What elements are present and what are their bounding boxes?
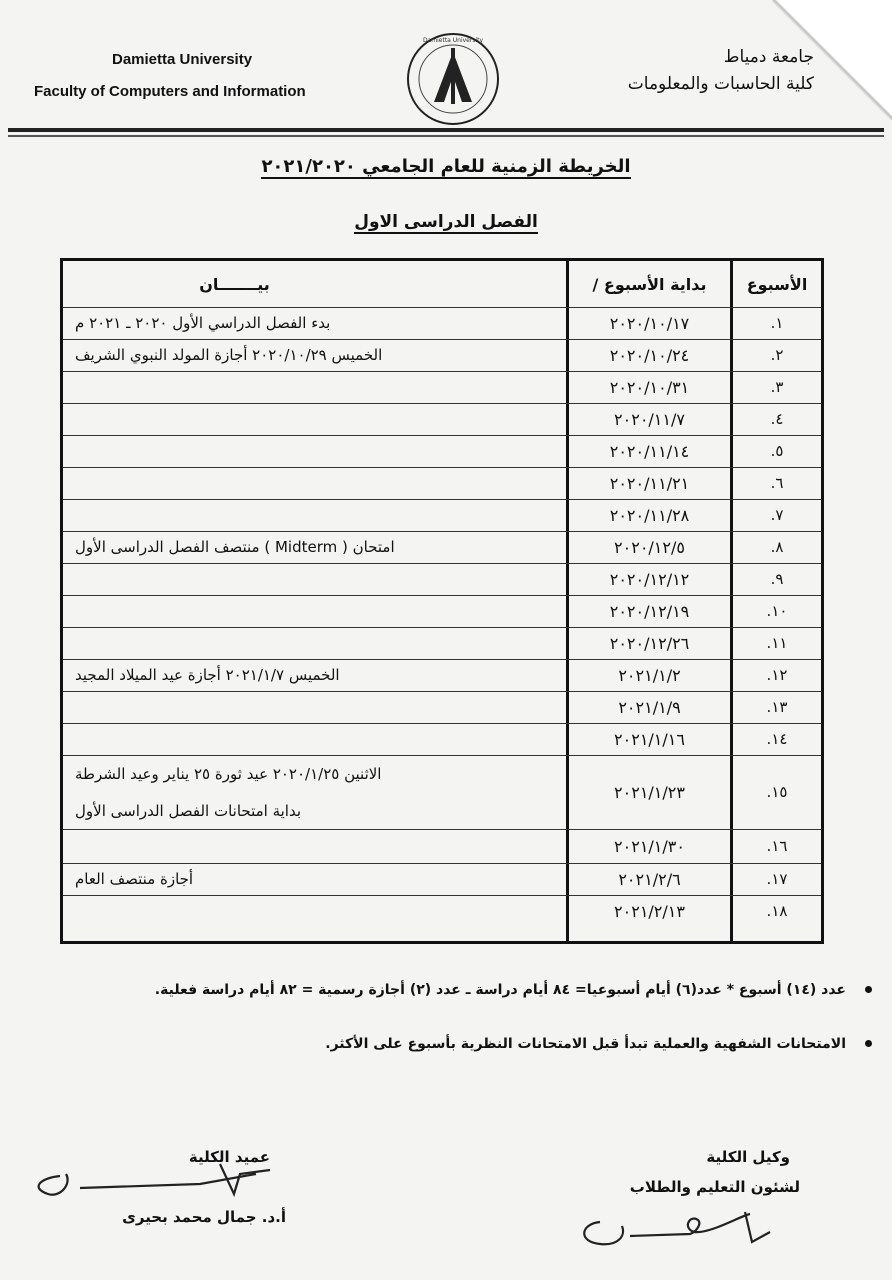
week-start-date: ٢٠٢٠/١٢/٥	[614, 537, 685, 557]
week-start-date: ٢٠٢١/١/٢	[618, 665, 681, 685]
week-description: امتحان ( Midterm ) منتصف الفصل الدراسى الأول	[75, 538, 395, 556]
week-description	[63, 371, 566, 403]
week-start-date: ٢٠٢١/١/١٦	[614, 729, 685, 749]
university-name-en: Damietta University	[112, 51, 253, 68]
week-start-date: ٢٠٢٠/١٠/١٧	[609, 313, 690, 333]
university-logo	[404, 30, 502, 128]
dean-name: أ.د. جمال محمد بحيرى	[122, 1208, 286, 1226]
week-description	[63, 403, 566, 435]
week-start-date: ٢٠٢١/٢/١٣	[614, 901, 685, 921]
header-divider	[8, 128, 884, 132]
week-number: .٢	[770, 346, 784, 364]
week-number: .٥	[770, 442, 784, 460]
week-number: .٣	[770, 378, 784, 396]
week-start-date: ٢٠٢١/٢/٦	[618, 869, 681, 889]
week-number: .١٦	[766, 837, 788, 855]
week-start-date: ٢٠٢٠/١٢/١٢	[609, 569, 690, 589]
week-start-date: ٢٠٢٠/١٠/٢٤	[609, 345, 690, 365]
week-number: .١٠	[766, 602, 788, 620]
week-description: الخميس ٢٠٢١/١/٧ أجازة عيد الميلاد المجيد	[75, 666, 340, 684]
week-start-date: ٢٠٢٠/١١/٢٨	[609, 505, 690, 525]
week-number: .٩	[770, 570, 784, 588]
note-item: الامتحانات الشفهية والعملية تبدأ قبل الامتحانات النظرية بأسبوع على الأكثر.	[155, 1032, 872, 1056]
week-start-date: ٢٠٢١/١/٣٠	[614, 836, 685, 856]
week-number: .٦	[770, 474, 784, 492]
week-start-date: ٢٠٢٠/١٢/٢٦	[609, 633, 690, 653]
header-english	[34, 44, 306, 108]
dean-signature-block	[20, 1144, 300, 1244]
week-number: .٤	[770, 410, 784, 428]
header-divider-thin	[8, 135, 884, 137]
vice-dean-title-line2: لشئون التعليم والطلاب	[629, 1178, 800, 1196]
week-start-date: ٢٠٢٠/١٠/٣١	[609, 377, 690, 397]
week-start-date: ٢٠٢٠/١١/١٤	[609, 441, 690, 461]
week-start-date: ٢٠٢٠/١٢/١٩	[609, 601, 690, 621]
vice-dean-signature-block	[560, 1148, 820, 1258]
week-description: الاثنين ٢٠٢٠/١/٢٥ عيد ثورة ٢٥ يناير وعيد الشرطة	[75, 764, 382, 783]
week-description	[63, 627, 566, 659]
document-subtitle: الفصل الدراسى الاول	[354, 212, 538, 232]
week-start-date: ٢٠٢٠/١١/٧	[614, 409, 685, 429]
dean-title: عميد الكلية	[188, 1148, 270, 1166]
week-description	[63, 895, 566, 927]
bullet-icon	[865, 1040, 872, 1047]
week-start-date: ٢٠٢٠/١١/٢١	[609, 473, 690, 493]
week-description: الخميس ٢٠٢٠/١٠/٢٩ أجازة المولد النبوي الشريف	[75, 346, 383, 364]
notes-section	[155, 978, 872, 1086]
week-description	[63, 595, 566, 627]
week-description	[63, 499, 566, 531]
week-start-date: ٢٠٢١/١/٢٣	[614, 782, 685, 802]
faculty-name-en: Faculty of Computers and Information	[34, 83, 306, 100]
week-description: أجازة منتصف العام	[75, 870, 194, 888]
header-week: الأسبوع	[746, 274, 808, 294]
week-description	[63, 435, 566, 467]
week-number: .١٣	[766, 698, 788, 716]
header-week-start: بداية الأسبوع /	[592, 274, 707, 294]
week-description	[63, 467, 566, 499]
week-number: .١٨	[766, 902, 788, 920]
week-number: .٨	[770, 538, 784, 556]
vice-dean-title: وكيل الكلية	[706, 1148, 790, 1166]
week-number: .١	[770, 314, 784, 332]
vice-dean-signature	[570, 1202, 820, 1258]
week-number: .١٤	[766, 730, 788, 748]
header-arabic	[628, 44, 814, 98]
week-description: بدء الفصل الدراسي الأول ٢٠٢٠ ـ ٢٠٢١ م	[75, 314, 331, 332]
svg-text:Damietta University: Damietta University	[422, 37, 484, 44]
week-description	[63, 829, 566, 863]
week-start-date: ٢٠٢١/١/٩	[618, 697, 681, 717]
week-description-line2: بداية امتحانات الفصل الدراسى الأول	[75, 801, 302, 820]
week-number: .١٧	[766, 870, 788, 888]
bullet-icon	[865, 986, 872, 993]
week-number: .٧	[770, 506, 784, 524]
week-number: .١١	[766, 634, 788, 652]
document-title: الخريطة الزمنية للعام الجامعي ٢٠٢١/٢٠٢٠	[261, 156, 631, 177]
schedule-table	[60, 258, 824, 944]
week-description	[63, 563, 566, 595]
week-number: .١٢	[766, 666, 788, 684]
note-item: عدد (١٤) أسبوع * عدد(٦) أيام أسبوعيا= ٨٤ أيام دراسة ـ عدد (٢) أجازة رسمية = ٨٢ أيام دراسة فعلية.	[155, 978, 872, 1002]
university-name-ar: جامعة دمياط	[723, 47, 814, 67]
week-description	[63, 691, 566, 723]
header-description: بيـــــــان	[199, 274, 270, 294]
faculty-name-ar: كلية الحاسبات والمعلومات	[627, 74, 814, 94]
week-description	[63, 723, 566, 755]
week-number: .١٥	[766, 783, 788, 801]
